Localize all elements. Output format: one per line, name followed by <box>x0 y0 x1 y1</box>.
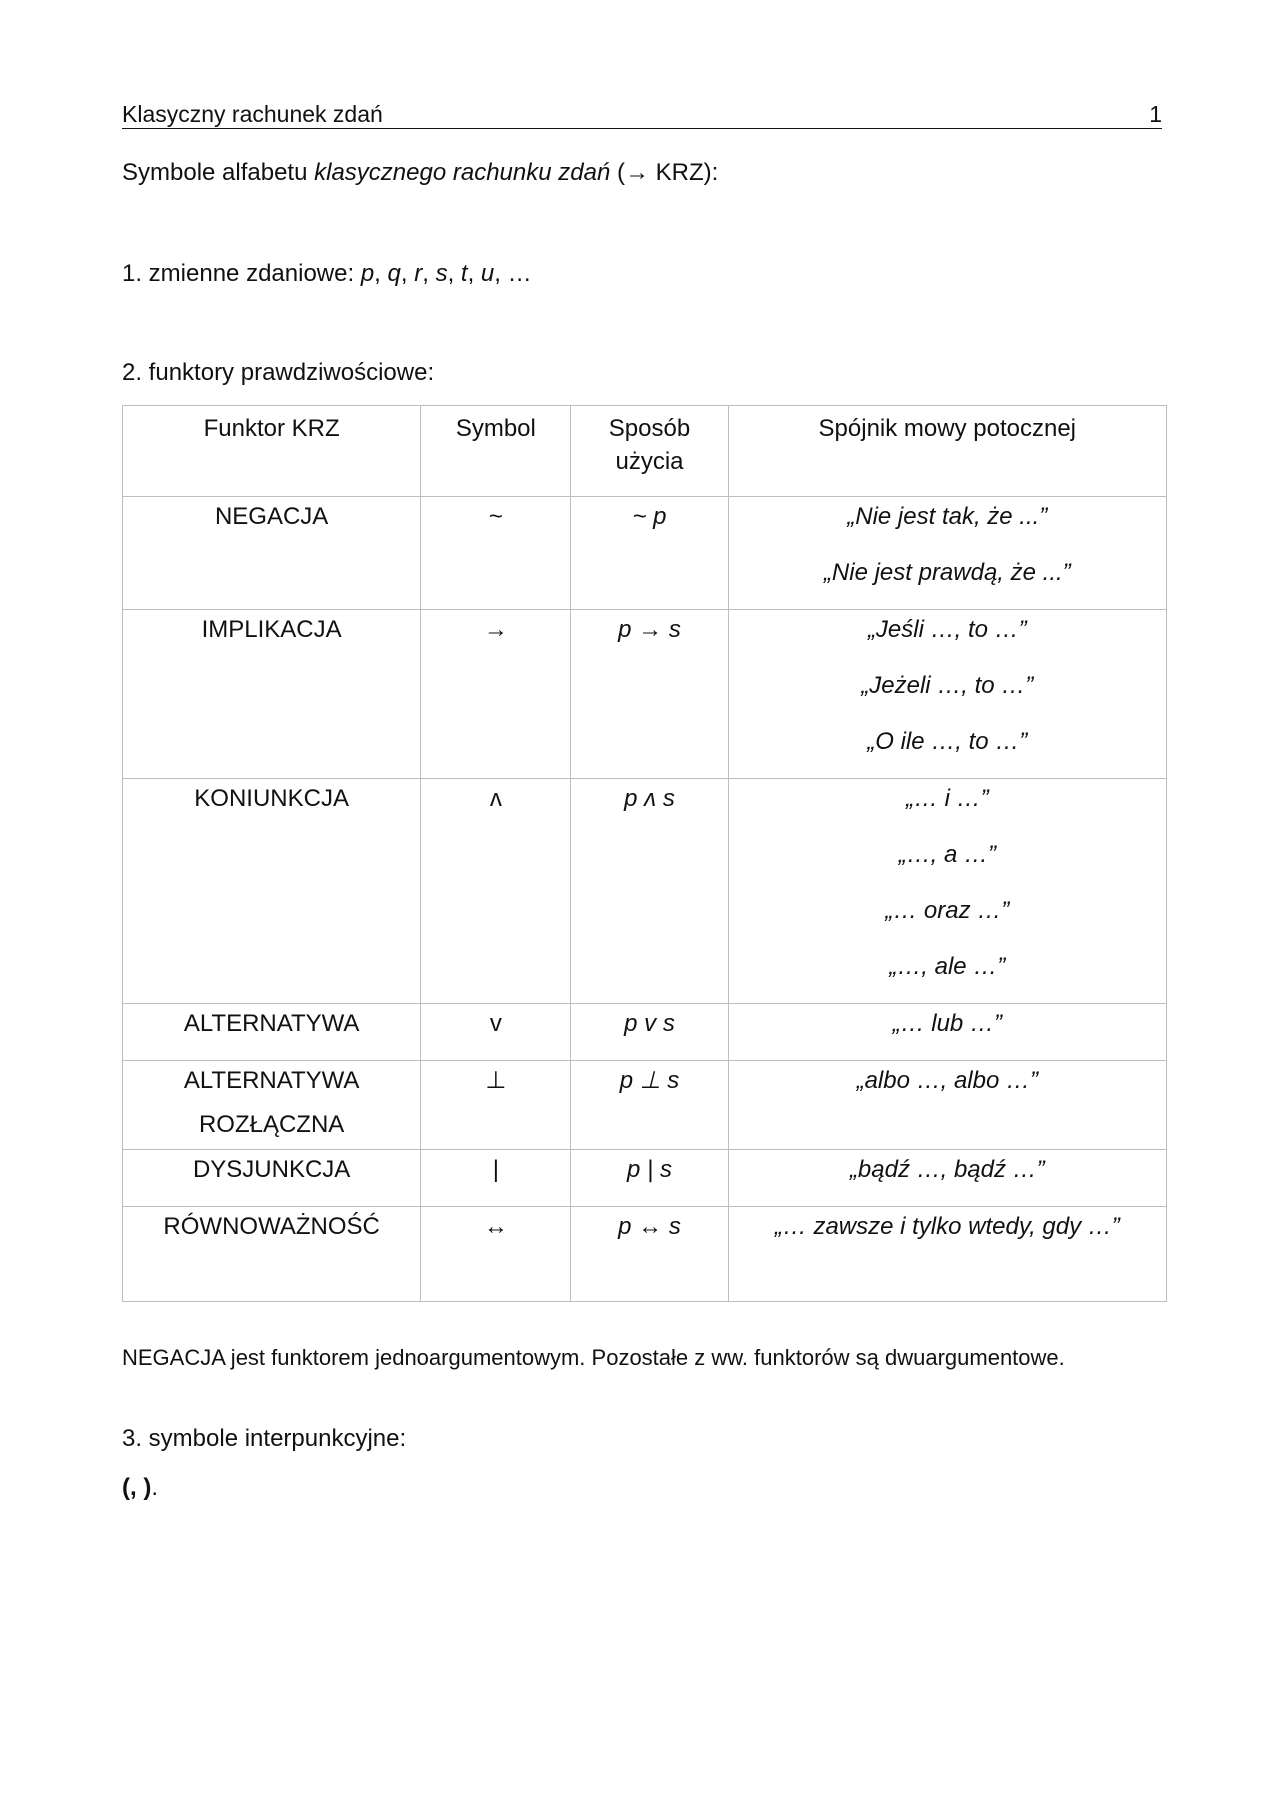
functor-name <box>123 1207 421 1302</box>
functor-symbol <box>421 497 571 610</box>
header-functor: Funktor KRZ <box>123 406 421 497</box>
punctuation-period: . <box>151 1474 158 1501</box>
functor-name-line: DYSJUNKCJA <box>192 1156 351 1183</box>
variable-p: p <box>360 260 375 287</box>
connective-phrase: „bądź …, bądź …” <box>849 1156 1045 1183</box>
symbol-text: ↔ <box>483 1213 508 1240</box>
functor-usage <box>571 1004 728 1061</box>
symbol-text: ~ <box>488 503 503 530</box>
functor-usage <box>571 1150 728 1207</box>
symbol-text: ʌ <box>489 785 502 812</box>
functor-symbol <box>421 1207 571 1302</box>
variable-q: q <box>387 260 401 287</box>
functor-name-line: ALTERNATYWA <box>183 1010 360 1037</box>
connective-phrase: „Jeżeli …, to …” <box>861 672 1034 699</box>
intro-prefix: Symbole alfabetu <box>122 159 315 186</box>
functor-name <box>123 1061 421 1150</box>
functor-symbol <box>421 1004 571 1061</box>
table-row <box>123 1150 1167 1207</box>
document-title: Klasyczny rachunek zdań <box>122 101 383 127</box>
functor-name <box>123 779 421 1004</box>
connective-phrases <box>728 1004 1166 1061</box>
functor-usage <box>571 1061 728 1150</box>
usage-text: p ʌ s <box>624 785 675 812</box>
usage-text: p ↔ s <box>618 1213 681 1240</box>
truth-functors-heading: 2. funktory prawdziwościowe: <box>122 359 435 386</box>
variable-r: r <box>414 260 423 287</box>
variable-u: u <box>480 260 495 287</box>
functor-name-line: RÓWNOWAŻNOŚĆ <box>163 1213 380 1240</box>
connective-phrase: „albo …, albo …” <box>856 1067 1038 1094</box>
connective-phrase: „… oraz …” <box>885 897 1010 924</box>
functor-usage <box>571 1207 728 1302</box>
connective-phrases <box>728 779 1166 1004</box>
table-row <box>123 1004 1167 1061</box>
variable-s: s <box>435 260 448 287</box>
page-number: 1 <box>1149 101 1162 127</box>
intro-suffix: (→ KRZ): <box>610 159 719 186</box>
connective-phrase: „Nie jest prawdą, że ...” <box>823 559 1071 586</box>
connective-phrases <box>728 1207 1166 1302</box>
connective-phrases <box>728 497 1166 610</box>
table-row <box>123 1061 1167 1150</box>
connective-phrases <box>728 1150 1166 1207</box>
symbol-text: ⊥ <box>485 1067 507 1094</box>
intro-term: klasycznego rachunku zdań <box>314 159 611 186</box>
variable-ellipsis: … <box>507 260 532 287</box>
arity-note: NEGACJA jest funktorem jednoargumentowym. Pozostałe z ww. funktorów są dwuargumentowe. <box>122 1345 1065 1370</box>
header-usage <box>571 406 728 497</box>
connective-phrase: „… lub …” <box>892 1010 1002 1037</box>
header-connective: Spójnik mowy potocznej <box>728 406 1166 497</box>
table-body <box>123 497 1167 1302</box>
functor-symbol <box>421 1150 571 1207</box>
usage-text: p | s <box>627 1156 672 1183</box>
connective-phrase: „Jeśli …, to …” <box>867 616 1027 643</box>
connective-phrases <box>728 610 1166 779</box>
functor-name-line: IMPLIKACJA <box>201 616 342 643</box>
alphabet-intro <box>122 158 718 188</box>
usage-text: p v s <box>624 1010 675 1037</box>
header-symbol: Symbol <box>421 406 571 497</box>
functor-name-line: KONIUNKCJA <box>194 785 349 812</box>
punctuation-heading: 3. symbole interpunkcyjne: <box>122 1425 407 1452</box>
item1-label: 1. zmienne zdaniowe: <box>122 260 361 287</box>
functor-name <box>123 1004 421 1061</box>
punctuation-parens: (, ) <box>122 1474 152 1501</box>
table-row <box>123 497 1167 610</box>
connective-phrase: „…, a …” <box>898 841 996 868</box>
functor-name <box>123 1150 421 1207</box>
functor-usage <box>571 779 728 1004</box>
functor-table <box>122 405 1167 1302</box>
connective-phrase: „… i …” <box>905 785 989 812</box>
functor-usage <box>571 497 728 610</box>
page-header <box>122 100 1162 129</box>
connective-phrase: „Nie jest tak, że ...” <box>847 503 1048 530</box>
punctuation-symbols <box>122 1473 158 1503</box>
connective-phrase: „… zawsze i tylko wtedy, gdy …” <box>774 1213 1120 1240</box>
functor-name-line: ROZŁĄCZNA <box>198 1111 345 1138</box>
functor-name <box>123 610 421 779</box>
connective-phrase: „O ile …, to …” <box>867 728 1028 755</box>
functor-symbol <box>421 779 571 1004</box>
functor-symbol <box>421 610 571 779</box>
functor-symbol <box>421 1061 571 1150</box>
functor-name-line: NEGACJA <box>214 503 329 530</box>
symbol-text: v <box>489 1010 502 1037</box>
table-row <box>123 779 1167 1004</box>
propositional-variables <box>122 259 532 289</box>
functor-name-line: ALTERNATYWA <box>183 1067 360 1094</box>
symbol-text: | <box>492 1156 499 1183</box>
usage-text: p → s <box>618 616 681 643</box>
connective-phrase: „…, ale …” <box>889 953 1006 980</box>
header-usage-text: Sposób użycia <box>608 415 691 475</box>
functor-usage <box>571 610 728 779</box>
functor-name <box>123 497 421 610</box>
symbol-text: → <box>483 616 508 643</box>
connective-phrases <box>728 1061 1166 1150</box>
table-row <box>123 610 1167 779</box>
table-row <box>123 1207 1167 1302</box>
table-header-row <box>123 406 1167 497</box>
usage-text: p ⊥ s <box>619 1067 680 1094</box>
variable-list: p, q, r, s, t, u, … <box>360 260 532 287</box>
variable-t: t <box>460 260 468 287</box>
usage-text: ~ p <box>632 503 667 530</box>
